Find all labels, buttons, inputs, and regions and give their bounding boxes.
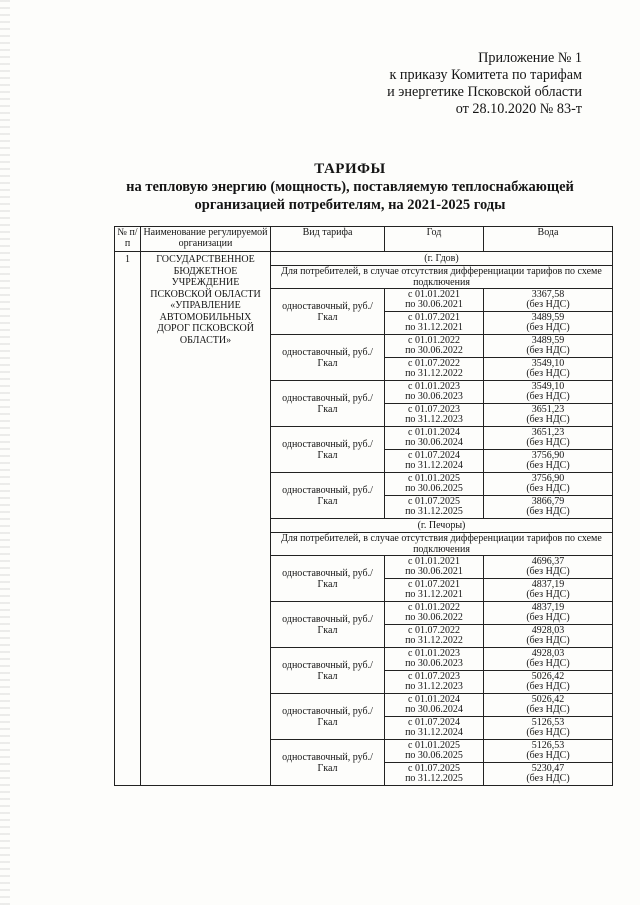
scan-edge-artifact xyxy=(0,0,10,905)
period-cell xyxy=(385,625,484,648)
price-value: 3756,90 xyxy=(531,449,565,461)
tariff-kind: одноставочный, руб./Гкал xyxy=(271,648,385,694)
title-line-3: организацией потребителям, на 2021-2025 годы xyxy=(194,197,506,213)
price-cell xyxy=(484,579,613,602)
period-cell xyxy=(385,763,484,786)
row-number: 1 xyxy=(115,252,141,786)
price-cell xyxy=(484,450,613,473)
tariff-table xyxy=(114,226,613,786)
period-cell xyxy=(385,694,484,717)
price-cell xyxy=(484,473,613,496)
period-to: по 31.12.2024 xyxy=(405,460,463,471)
period-to: по 31.12.2021 xyxy=(405,589,463,600)
period-to: по 31.12.2022 xyxy=(405,368,463,379)
city-label: (г. Гдов) xyxy=(271,252,613,266)
vat-note: (без НДС) xyxy=(526,658,570,669)
vat-note: (без НДС) xyxy=(526,368,570,379)
price-cell xyxy=(484,556,613,579)
price-value: 5026,42 xyxy=(531,670,565,682)
title-line-1: ТАРИФЫ xyxy=(314,161,386,177)
title-line-2: на тепловую энергию (мощность), поставляемую теплоснабжающей xyxy=(126,179,574,195)
period-from: с 01.07.2023 xyxy=(408,403,460,415)
period-from: с 01.07.2025 xyxy=(408,495,460,507)
period-from: с 01.07.2022 xyxy=(408,624,460,636)
price-cell xyxy=(484,694,613,717)
tariff-kind: одноставочный, руб./Гкал xyxy=(271,740,385,786)
price-cell xyxy=(484,312,613,335)
appendix-line-3: и энергетике Псковской области xyxy=(387,84,582,100)
period-from: с 01.01.2023 xyxy=(408,647,460,659)
period-to: по 30.06.2023 xyxy=(405,658,463,669)
price-cell xyxy=(484,763,613,786)
period-to: по 31.12.2021 xyxy=(405,322,463,333)
tariff-kind: одноставочный, руб./Гкал xyxy=(271,694,385,740)
price-cell xyxy=(484,740,613,763)
period-to: по 30.06.2024 xyxy=(405,704,463,715)
header-org: Наименование регулируемой организации xyxy=(141,227,271,252)
period-from: с 01.07.2025 xyxy=(408,762,460,774)
vat-note: (без НДС) xyxy=(526,589,570,600)
period-cell xyxy=(385,579,484,602)
period-cell xyxy=(385,381,484,404)
period-cell xyxy=(385,358,484,381)
tariff-kind: одноставочный, руб./Гкал xyxy=(271,289,385,335)
period-cell xyxy=(385,450,484,473)
tariff-kind: одноставочный, руб./Гкал xyxy=(271,427,385,473)
vat-note: (без НДС) xyxy=(526,483,570,494)
price-value: 5126,53 xyxy=(531,716,565,728)
appendix-line-4: от 28.10.2020 № 83-т xyxy=(455,101,582,117)
period-cell xyxy=(385,496,484,519)
price-value: 3866,79 xyxy=(531,495,565,507)
period-cell xyxy=(385,740,484,763)
period-cell xyxy=(385,556,484,579)
price-cell xyxy=(484,358,613,381)
price-value: 5126,53 xyxy=(531,739,565,751)
tariff-kind: одноставочный, руб./Гкал xyxy=(271,556,385,602)
period-to: по 31.12.2023 xyxy=(405,681,463,692)
price-value: 4696,37 xyxy=(531,555,565,567)
period-from: с 01.01.2021 xyxy=(408,555,460,567)
price-value: 3651,23 xyxy=(531,426,565,438)
appendix-line-1: Приложение № 1 xyxy=(478,50,582,66)
period-from: с 01.07.2024 xyxy=(408,449,460,461)
tariff-kind: одноставочный, руб./Гкал xyxy=(271,335,385,381)
price-value: 3651,23 xyxy=(531,403,565,415)
differentiation-note: Для потребителей, в случае отсутствия дифференциации тарифов по схеме подключения xyxy=(271,266,613,289)
period-from: с 01.01.2024 xyxy=(408,426,460,438)
period-cell xyxy=(385,473,484,496)
period-to: по 30.06.2022 xyxy=(405,345,463,356)
vat-note: (без НДС) xyxy=(526,322,570,333)
price-cell xyxy=(484,625,613,648)
header-num: № п/п xyxy=(115,227,141,252)
vat-note: (без НДС) xyxy=(526,506,570,517)
vat-note: (без НДС) xyxy=(526,566,570,577)
period-cell xyxy=(385,335,484,358)
period-from: с 01.01.2025 xyxy=(408,739,460,751)
price-cell xyxy=(484,496,613,519)
vat-note: (без НДС) xyxy=(526,345,570,356)
vat-note: (без НДС) xyxy=(526,681,570,692)
period-cell xyxy=(385,404,484,427)
period-to: по 30.06.2023 xyxy=(405,391,463,402)
vat-note: (без НДС) xyxy=(526,460,570,471)
table-header-row xyxy=(115,227,613,252)
period-cell xyxy=(385,602,484,625)
vat-note: (без НДС) xyxy=(526,727,570,738)
period-to: по 30.06.2024 xyxy=(405,437,463,448)
header-year: Год xyxy=(385,227,484,252)
vat-note: (без НДС) xyxy=(526,612,570,623)
period-from: с 01.01.2024 xyxy=(408,693,460,705)
price-value: 4837,19 xyxy=(531,601,565,613)
price-cell xyxy=(484,289,613,312)
differentiation-note: Для потребителей, в случае отсутствия дифференциации тарифов по схеме подключения xyxy=(271,533,613,556)
period-from: с 01.07.2024 xyxy=(408,716,460,728)
period-to: по 31.12.2022 xyxy=(405,635,463,646)
vat-note: (без НДС) xyxy=(526,773,570,784)
period-from: с 01.07.2022 xyxy=(408,357,460,369)
price-cell xyxy=(484,602,613,625)
period-to: по 31.12.2024 xyxy=(405,727,463,738)
period-cell xyxy=(385,671,484,694)
price-value: 3489,59 xyxy=(531,334,565,346)
price-value: 4928,03 xyxy=(531,624,565,636)
city-label: (г. Печоры) xyxy=(271,519,613,533)
period-to: по 31.12.2025 xyxy=(405,773,463,784)
vat-note: (без НДС) xyxy=(526,414,570,425)
period-from: с 01.01.2023 xyxy=(408,380,460,392)
price-cell xyxy=(484,335,613,358)
price-value: 5026,42 xyxy=(531,693,565,705)
period-to: по 31.12.2023 xyxy=(405,414,463,425)
price-value: 5230,47 xyxy=(531,762,565,774)
price-cell xyxy=(484,381,613,404)
price-value: 4837,19 xyxy=(531,578,565,590)
header-kind: Вид тарифа xyxy=(271,227,385,252)
price-value: 3549,10 xyxy=(531,380,565,392)
document-title xyxy=(90,160,610,214)
period-from: с 01.07.2023 xyxy=(408,670,460,682)
period-cell xyxy=(385,427,484,450)
vat-note: (без НДС) xyxy=(526,750,570,761)
vat-note: (без НДС) xyxy=(526,391,570,402)
period-to: по 31.12.2025 xyxy=(405,506,463,517)
price-cell xyxy=(484,648,613,671)
price-value: 3756,90 xyxy=(531,472,565,484)
period-to: по 30.06.2025 xyxy=(405,483,463,494)
price-value: 3367,58 xyxy=(531,288,565,300)
price-cell xyxy=(484,671,613,694)
vat-note: (без НДС) xyxy=(526,437,570,448)
price-value: 3489,59 xyxy=(531,311,565,323)
price-cell xyxy=(484,427,613,450)
period-cell xyxy=(385,289,484,312)
appendix-line-2: к приказу Комитета по тарифам xyxy=(389,67,582,83)
period-to: по 30.06.2021 xyxy=(405,299,463,310)
vat-note: (без НДС) xyxy=(526,635,570,646)
period-from: с 01.01.2022 xyxy=(408,334,460,346)
organization-name: ГОСУДАРСТВЕННОЕ БЮДЖЕТНОЕ УЧРЕЖДЕНИЕ ПСКОВСКОЙ ОБЛАСТИ «УПРАВЛЕНИЕ АВТОМОБИЛЬНЫХ ДОРОГ ПСКОВСКОЙ ОБЛАСТИ» xyxy=(141,252,271,786)
price-cell xyxy=(484,717,613,740)
period-from: с 01.01.2025 xyxy=(408,472,460,484)
table-body xyxy=(115,252,613,786)
price-value: 4928,03 xyxy=(531,647,565,659)
period-to: по 30.06.2022 xyxy=(405,612,463,623)
period-from: с 01.01.2021 xyxy=(408,288,460,300)
header-water: Вода xyxy=(484,227,613,252)
vat-note: (без НДС) xyxy=(526,299,570,310)
tariff-kind: одноставочный, руб./Гкал xyxy=(271,381,385,427)
period-from: с 01.01.2022 xyxy=(408,601,460,613)
period-cell xyxy=(385,717,484,740)
period-from: с 01.07.2021 xyxy=(408,578,460,590)
period-to: по 30.06.2025 xyxy=(405,750,463,761)
price-value: 3549,10 xyxy=(531,357,565,369)
vat-note: (без НДС) xyxy=(526,704,570,715)
tariff-kind: одноставочный, руб./Гкал xyxy=(271,602,385,648)
period-cell xyxy=(385,648,484,671)
price-cell xyxy=(484,404,613,427)
period-to: по 30.06.2021 xyxy=(405,566,463,577)
period-from: с 01.07.2021 xyxy=(408,311,460,323)
tariff-kind: одноставочный, руб./Гкал xyxy=(271,473,385,519)
appendix-header xyxy=(387,50,582,118)
period-cell xyxy=(385,312,484,335)
